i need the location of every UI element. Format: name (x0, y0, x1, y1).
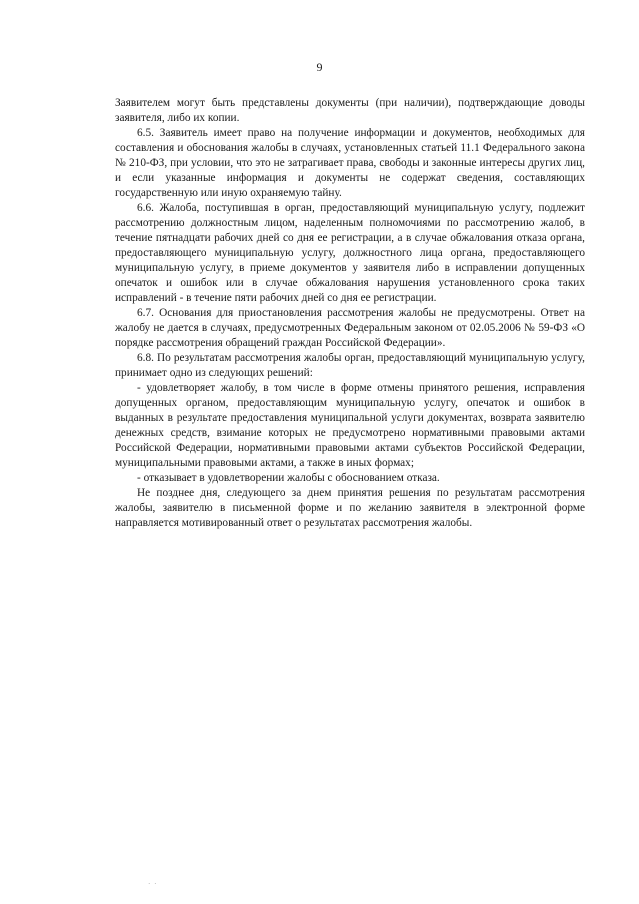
paragraph-documents-evidence: Заявителем могут быть представлены документы (при наличии), подтверждающие доводы заявителя, либо их копии. (115, 97, 585, 124)
scan-artifact: · · (148, 880, 158, 888)
paragraph-6-5: 6.5. Заявитель имеет право на получение информации и документов, необходимых для составления и обоснования жалобы в случаях, установленных статьей 11.1 Федерального закона № 210-ФЗ, при условии, что это не затрагивает права, свободы и законные интересы других лиц, и если указанные информация и документы не содержат сведения, составляющих государственную или иную охраняемую тайну. (115, 127, 585, 199)
paragraph-6-6: 6.6. Жалоба, поступившая в орган, предоставляющий муниципальную услугу, подлежит рассмотрению должностным лицом, наделенным полномочиями по рассмотрению жалоб, в течение пятнадцати рабочих дней со дня ее регистрации, а в случае обжалования отказа органа, предоставляющего муниципальную услугу, должностного лица органа, предоставляющего муниципальную услугу, в приеме документов у заявителя либо в исправлении допущенных опечаток и ошибок или в случае обжалования нарушения установленного срока таких исправлений - в течение пяти рабочих дней со дня ее регистрации. (115, 202, 585, 304)
paragraph-6-7: 6.7. Основания для приостановления рассмотрения жалобы не предусмотрены. Ответ на жалобу не дается в случаях, предусмотренных Федеральным законом от 02.05.2006 № 59-ФЗ «О порядке рассмотрения обращений граждан Российской Федерации». (115, 307, 585, 349)
paragraph-response-deadline: Не позднее дня, следующего за днем принятия решения по результатам рассмотрения жалобы, заявителю в письменной форме и по желанию заявителя в электронной форме направляется мотивированный ответ о результатах рассмотрения жалобы. (115, 487, 585, 529)
page-number: 9 (316, 60, 323, 74)
list-item-reject-complaint: - отказывает в удовлетворении жалобы с обоснованием отказа. (137, 472, 440, 484)
paragraph-6-8: 6.8. По результатам рассмотрения жалобы орган, предоставляющий муниципальную услугу, принимает одно из следующих решений: (115, 352, 585, 379)
list-item-satisfy-complaint: - удовлетворяет жалобу, в том числе в форме отмены принятого решения, исправления допущенных органом, предоставляющим муниципальную услугу, опечаток и ошибок в выданных в результате предоставления муниципальной услуги документах, возврата заявителю денежных средств, взимание которых не предусмотрено нормативными правовыми актами Российской Федерации, нормативными правовыми актами субъектов Российской Федерации, муниципальными правовыми актами, а также в иных формах; (115, 382, 585, 469)
document-body (115, 96, 585, 531)
